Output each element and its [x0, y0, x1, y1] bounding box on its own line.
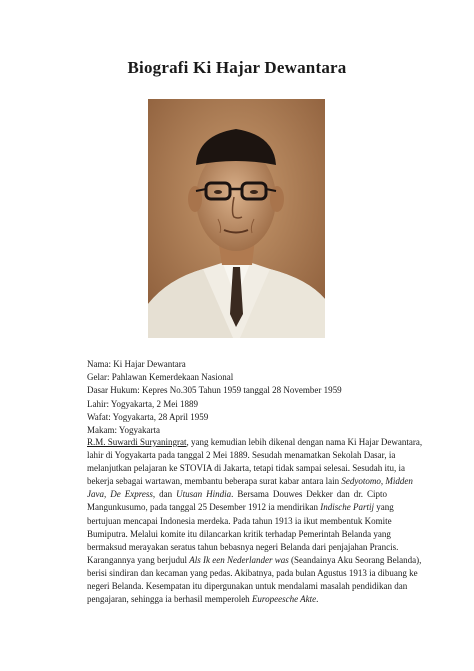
detail-title: Gelar: Pahlawan Kemerdekaan Nasional — [87, 372, 234, 383]
italic-text: Utusan Hindia — [176, 489, 232, 500]
bio-text: , yang kemudian lebih dikenal dengan nama Ki Hajar Dewantara, — [186, 437, 423, 447]
detail-legal-basis: Dasar Hukum: Kepres No.305 Tahun 1959 tanggal 28 November 1959 — [87, 385, 342, 396]
biodata-list — [87, 358, 387, 437]
bio-text: . — [316, 594, 319, 605]
bio-line: lahir di Yogyakarta pada tanggal 2 Mei 1889. Sesudah menamatkan Sekolah Dasar, ia — [87, 450, 396, 461]
detail-birth: Lahir: Yogyakarta, 2 Mei 1889 — [87, 398, 198, 409]
bio-line — [87, 554, 422, 567]
bio-line — [87, 501, 394, 514]
bio-text: Karangannya yang berjudul — [87, 554, 190, 565]
bio-text: (Seandainya Aku Seorang Belanda), — [288, 554, 422, 565]
bio-text: bekerja sebagai wartawan, membantu beberapa surat kabar antara lain — [87, 476, 342, 487]
detail-name: Nama: Ki Hajar Dewantara — [87, 359, 186, 369]
italic-text: Indische Partij — [320, 502, 374, 513]
bio-text: pengajaran, sehingga ia berhasil memperoleh — [87, 594, 252, 605]
bio-line — [87, 436, 423, 449]
italic-text: Sedyotomo, Midden — [341, 476, 413, 487]
bio-line: bermaksud merayakan seratus tahun bebasnya negeri Belanda dari penjajahan Prancis. — [87, 541, 399, 552]
italic-text: Als Ik een Nederlander was — [189, 554, 289, 565]
italic-text: Europeesche Akte — [251, 594, 317, 605]
bio-line: Bumiputra. Melalui komite itu dilancarkan kritik terhadap Pemerintah Belanda yang — [87, 528, 391, 539]
bio-text: yang — [373, 502, 394, 513]
bio-line: negeri Belanda. Kesempatan itu dipergunakan untuk mendalami masalah pendidikan dan — [87, 581, 408, 592]
biography-paragraph — [87, 436, 423, 606]
bio-line — [87, 488, 387, 501]
italic-text: Java, De Express — [87, 489, 153, 500]
detail-grave: Makam: Yogyakarta — [87, 425, 160, 436]
bio-text: , dan — [152, 489, 177, 500]
bio-line: bertujuan mencapai Indonesia merdeka. Pada tahun 1913 ia ikut membentuk Komite — [87, 515, 392, 526]
page-title: Biografi Ki Hajar Dewantara — [127, 58, 347, 77]
portrait-illustration — [148, 99, 325, 338]
bio-line — [87, 475, 413, 488]
detail-death: Wafat: Yogyakarta, 28 April 1959 — [87, 411, 209, 422]
bio-line — [87, 593, 387, 606]
bio-line: melanjutkan pelajaran ke STOVIA di Jakarta, tetapi tidak sampai selesai. Sesudah itu, ia — [87, 463, 405, 474]
full-name: R.M. Suwardi Suryaningrat — [87, 437, 187, 447]
portrait-photo — [148, 99, 325, 338]
bio-line: berisi sindiran dan kecaman yang pedas. Akibatnya, pada bulan Agustus 1913 ia dibuang ke — [87, 567, 418, 578]
bio-text: Mangunkusumo, pada tanggal 25 Desember 1912 ia mendirikan — [87, 502, 321, 513]
bio-text: . Bersama Douwes Dekker dan dr. Cipto — [231, 489, 388, 500]
